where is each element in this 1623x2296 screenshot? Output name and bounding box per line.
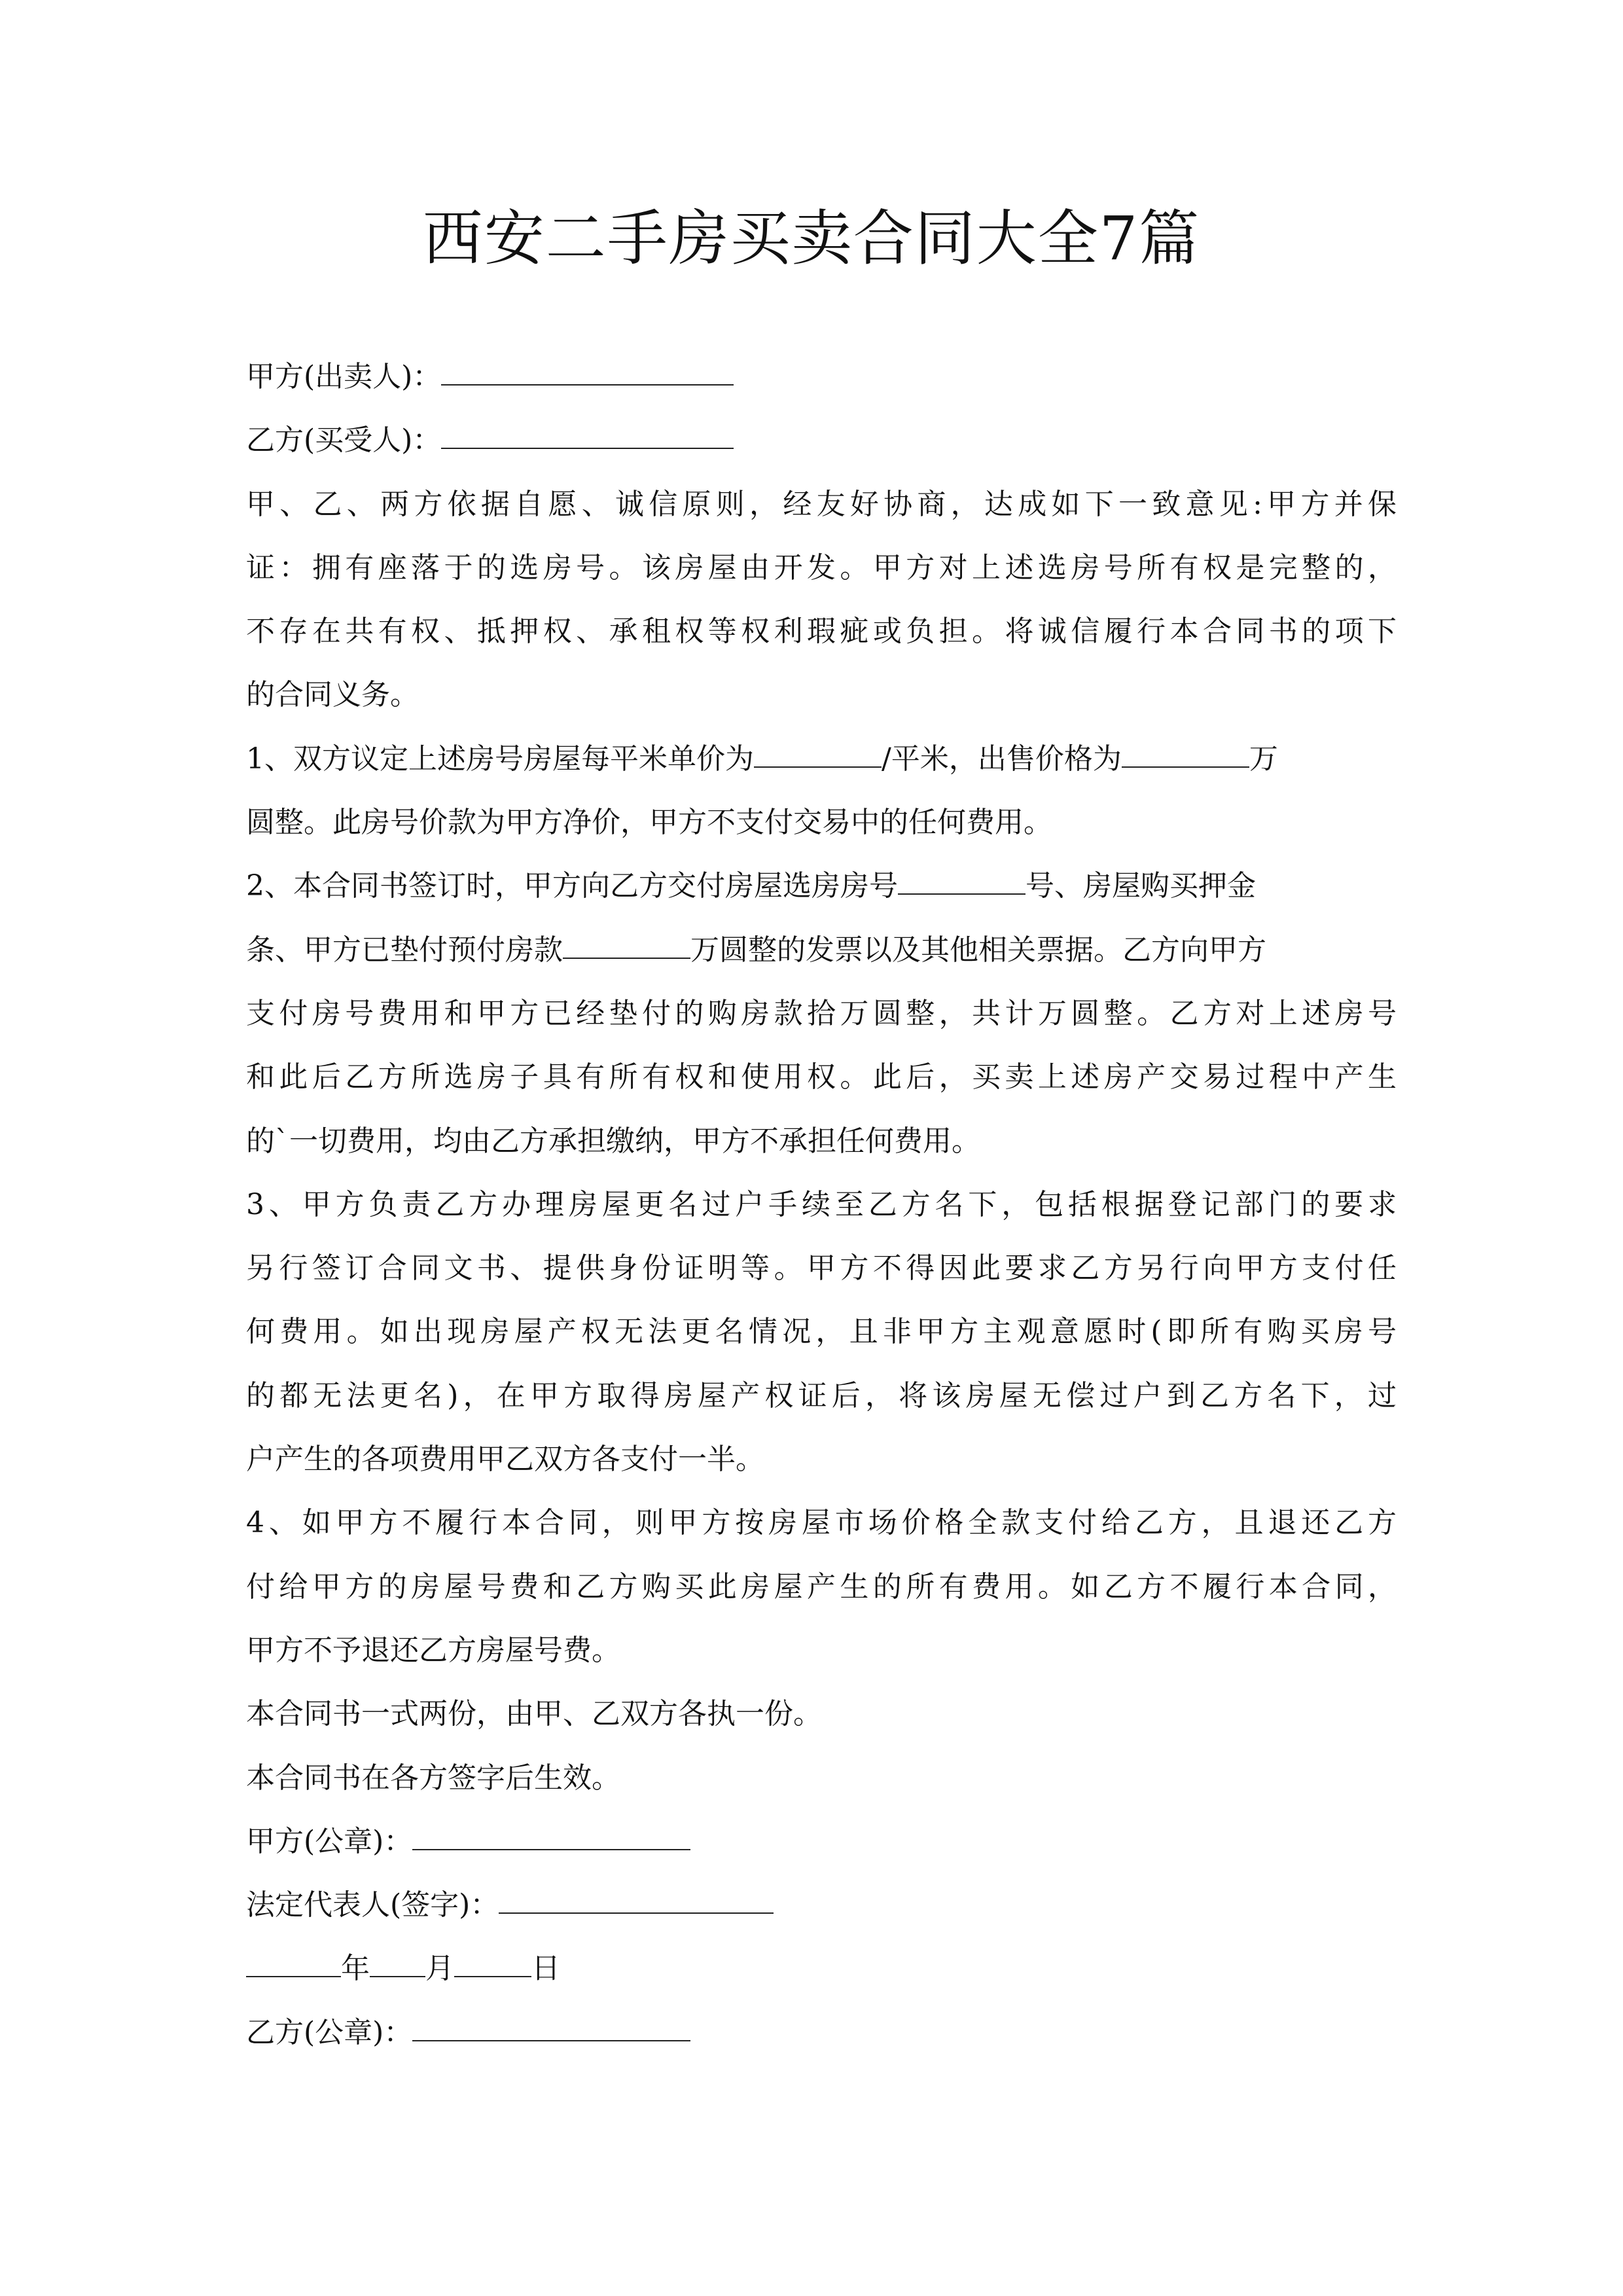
clause-3-line: 另行签订合同文书、提供身份证明等。甲方不得因此要求乙方另行向甲方支付任 xyxy=(246,1251,1397,1285)
clause-text: 万 xyxy=(1249,742,1278,776)
intro-line: 甲、乙、两方依据自愿、诚信原则，经友好协商，达成如下一致意见:甲方并保 xyxy=(246,487,1397,521)
clause-text: 万圆整的发票以及其他相关票据。乙方向甲方 xyxy=(690,933,1266,967)
clause-2-line: 和此后乙方所选房子具有所有权和使用权。此后，买卖上述房产交易过程中产生 xyxy=(246,1060,1397,1094)
document-title: 西安二手房买卖合同大全7篇 xyxy=(422,204,1201,274)
clause-4-line: 4、如甲方不履行本合同，则甲方按房屋市场价格全款支付给乙方，且退还乙方 xyxy=(246,1506,1397,1540)
day-label: 日 xyxy=(531,1952,560,1986)
clause-4-line: 甲方不予退还乙方房屋号费。 xyxy=(246,1633,620,1667)
unit-price-blank[interactable] xyxy=(754,727,882,768)
clause-3-line: 户产生的各项费用甲乙双方各支付一半。 xyxy=(246,1443,764,1477)
clause-1-line xyxy=(246,727,1397,791)
day-blank[interactable] xyxy=(454,1937,531,1977)
clause-text: 2、本合同书签订时，甲方向乙方交付房屋选房房号 xyxy=(246,869,898,903)
clause-2-line xyxy=(246,854,1397,918)
intro-line: 的合同义务。 xyxy=(246,678,419,712)
party-b-seal-line xyxy=(246,2001,1397,2064)
clause-3-line: 的都无法更名)，在甲方取得房屋产权证后，将该房屋无偿过户到乙方名下，过 xyxy=(246,1378,1397,1412)
room-number-blank[interactable] xyxy=(898,854,1026,895)
clause-3-line: 何费用。如出现房屋产权无法更名情况，且非甲方主观意愿时(即所有购买房号 xyxy=(246,1315,1397,1349)
clause-1-line: 圆整。此房号价款为甲方净价，甲方不支付交易中的任何费用。 xyxy=(246,806,1052,840)
party-b-blank[interactable] xyxy=(441,408,734,449)
clause-3-line: 3、甲方负责乙方办理房屋更名过户手续至乙方名下，包括根据登记部门的要求 xyxy=(246,1187,1397,1221)
year-blank[interactable] xyxy=(246,1937,341,1977)
contract-body xyxy=(246,345,1397,2064)
party-b-label: 乙方(买受人)： xyxy=(246,423,442,457)
party-a-seal-blank[interactable] xyxy=(412,1810,690,1850)
party-a-label: 甲方(出卖人)： xyxy=(246,360,442,393)
legal-rep-label: 法定代表人(签字)： xyxy=(246,1888,499,1922)
clause-text: 号、房屋购买押金 xyxy=(1026,869,1256,903)
intro-line: 证：拥有座落于的选房号。该房屋由开发。甲方对上述选房号所有权是完整的， xyxy=(246,550,1397,584)
copies-line: 本合同书一式两份，由甲、乙双方各执一份。 xyxy=(246,1697,822,1731)
party-a-seal-line xyxy=(246,1810,1397,1873)
party-b-seal-blank[interactable] xyxy=(412,2001,690,2041)
party-a-line xyxy=(246,345,1397,408)
prepayment-blank[interactable] xyxy=(563,918,690,959)
party-b-seal-label: 乙方(公章)： xyxy=(246,2015,413,2049)
effective-line: 本合同书在各方签字后生效。 xyxy=(246,1761,620,1795)
clause-text: /平米，出售价格为 xyxy=(882,742,1122,776)
legal-rep-line xyxy=(246,1873,1397,1937)
party-a-seal-label: 甲方(公章)： xyxy=(246,1824,413,1858)
clause-2-line: 的`一切费用，均由乙方承担缴纳，甲方不承担任何费用。 xyxy=(246,1124,980,1158)
month-label: 月 xyxy=(425,1952,454,1986)
date-line xyxy=(246,1937,1397,2000)
month-blank[interactable] xyxy=(370,1937,425,1977)
clause-text: 条、甲方已垫付预付房款 xyxy=(246,933,563,967)
sale-price-blank[interactable] xyxy=(1122,727,1249,768)
clause-text: 1、双方议定上述房号房屋每平米单价为 xyxy=(246,742,754,776)
clause-2-line xyxy=(246,918,1397,982)
legal-rep-blank[interactable] xyxy=(499,1873,774,1914)
year-label: 年 xyxy=(341,1952,370,1986)
party-b-line xyxy=(246,408,1397,472)
party-a-blank[interactable] xyxy=(441,345,734,386)
clause-4-line: 付给甲方的房屋号费和乙方购买此房屋产生的所有费用。如乙方不履行本合同， xyxy=(246,1570,1397,1604)
clause-2-line: 支付房号费用和甲方已经垫付的购房款拾万圆整，共计万圆整。乙方对上述房号 xyxy=(246,996,1397,1030)
intro-line: 不存在共有权、抵押权、承租权等权利瑕疵或负担。将诚信履行本合同书的项下 xyxy=(246,615,1397,649)
